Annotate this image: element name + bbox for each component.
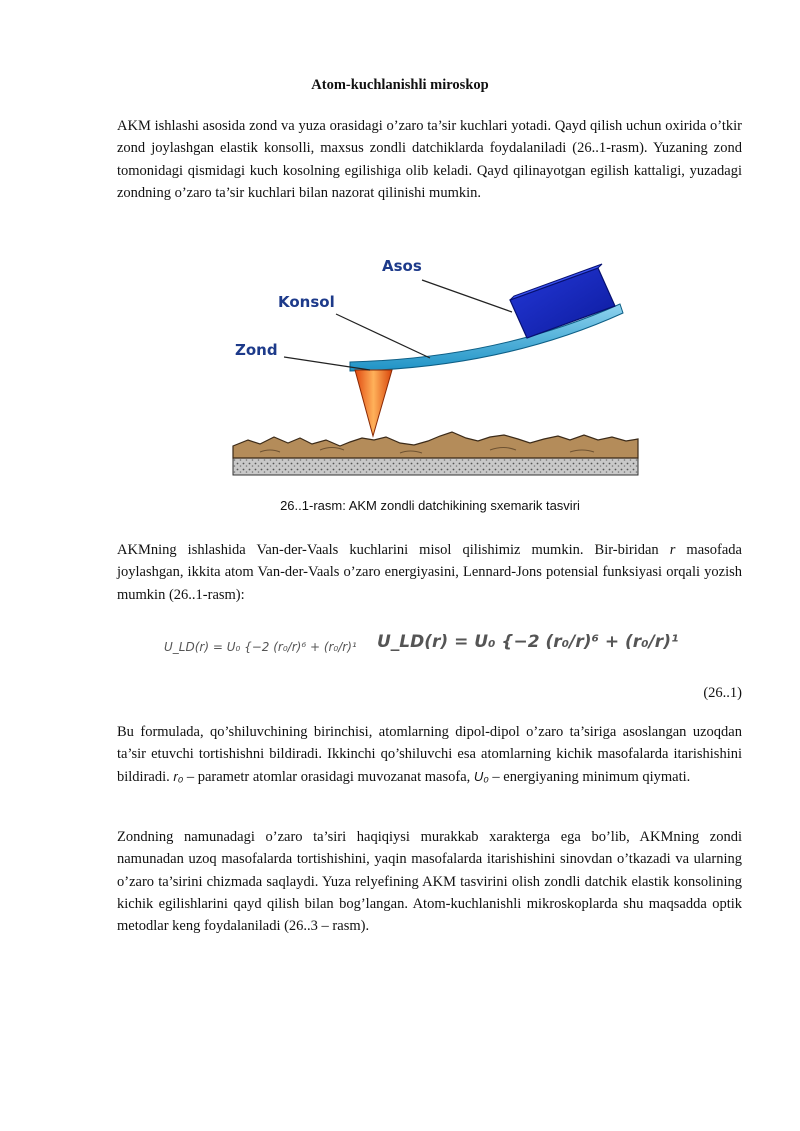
leader-line-console (336, 314, 430, 358)
afm-probe-diagram (200, 240, 640, 488)
label-base: Asos (382, 257, 422, 275)
formula-explanation-paragraph (117, 721, 742, 788)
var-u0: U₀ (473, 768, 489, 784)
probe-tip (355, 370, 392, 436)
equation-large: U_LD(r) = U₀ {−2 (r₀/r)⁶ + (r₀/r)¹ (377, 632, 679, 652)
explain-text-3: – energiyaning minimum qiymati. (488, 768, 691, 785)
label-console: Konsol (278, 293, 335, 311)
explain-text-2: – parametr atomlar orasidagi muvozanat masofa, (183, 768, 474, 785)
substrate-layer (233, 458, 638, 475)
var-r: r (669, 542, 676, 558)
lennard-jones-equation (164, 628, 679, 684)
intro-paragraph: AKM ishlashi asosida zond va yuza orasidagi o’zaro ta’sir kuchlari yotadi. Qayd qilish uchun oxirida o’tkir zond joylashgan elastik konsolli, maxsus zondli datchiklarda foydalaniladi (26..1-rasm). Yuzaning zond tomonidagi qismidagi kuch kosolning egilishiga olib keladi. Qayd qilinayotgan egilish kattaligi, yuzadagi zondning o’zaro ta’sir kuchlari bilan nazorat qilinishi mumkin. (117, 118, 742, 201)
page-title: Atom-kuchlanishli miroskop (311, 77, 489, 93)
leader-line-base (422, 280, 512, 312)
afm-probe-figure (200, 240, 640, 488)
probe-interaction-paragraph: Zondning namunadagi o’zaro ta’siri haqiqiysi murakkab xarakterga ega bo’lib, AKMning zondi namunadan uzoq masofalarda tortishishini, yaqin masofalarda itarishishini sinovdan o’tkazadi va ularning o’zaro ta’sirini chizmada saqlaydi. Yuza relyefining AKM tasvirini olish zondli datchik elastik konsolining kichik egilishlarini qayd qilish bilan bog’langan. Atom-kuchlanishli mikroskoplarda shu maqsadda optik metodlar keng foydalaniladi (26..3 – rasm). (117, 829, 742, 935)
equation-small: U_LD(r) = U₀ {−2 (r₀/r)⁶ + (r₀/r)¹ (164, 640, 357, 654)
label-probe: Zond (235, 341, 278, 359)
equation-number: (26..1) (703, 685, 742, 701)
explain-text-1: Bu formulada, qo’shiluvchining birinchisi, atomlarning dipol-dipol o’zaro ta’siriga asoslangan uzoqdan ta’sir etuvchi tortishishni bildiradi. Ikkinchi qo’shiluvchi esa atomlarning kichik masofalarda itarishishini bildiradi. (117, 724, 742, 785)
var-r0: r₀ (173, 768, 184, 784)
vdw-text-1: AKMning ishlashida Van-der-Vaals kuchlarini misol qilishimiz mumkin. Bir-biridan (117, 542, 670, 558)
figure-caption: 26..1-rasm: AKM zondli datchikining sxemarik tasviri (280, 498, 580, 513)
vdw-text-2: masofada joylashgan, ikkita atom Van-der-Vaals o’zaro energiyasini, Lennard-Jons potensial funksiyasi orqali yozish mumkin (26..1-rasm): (117, 542, 742, 603)
vdw-paragraph (117, 539, 742, 606)
sample-surface (233, 432, 638, 458)
